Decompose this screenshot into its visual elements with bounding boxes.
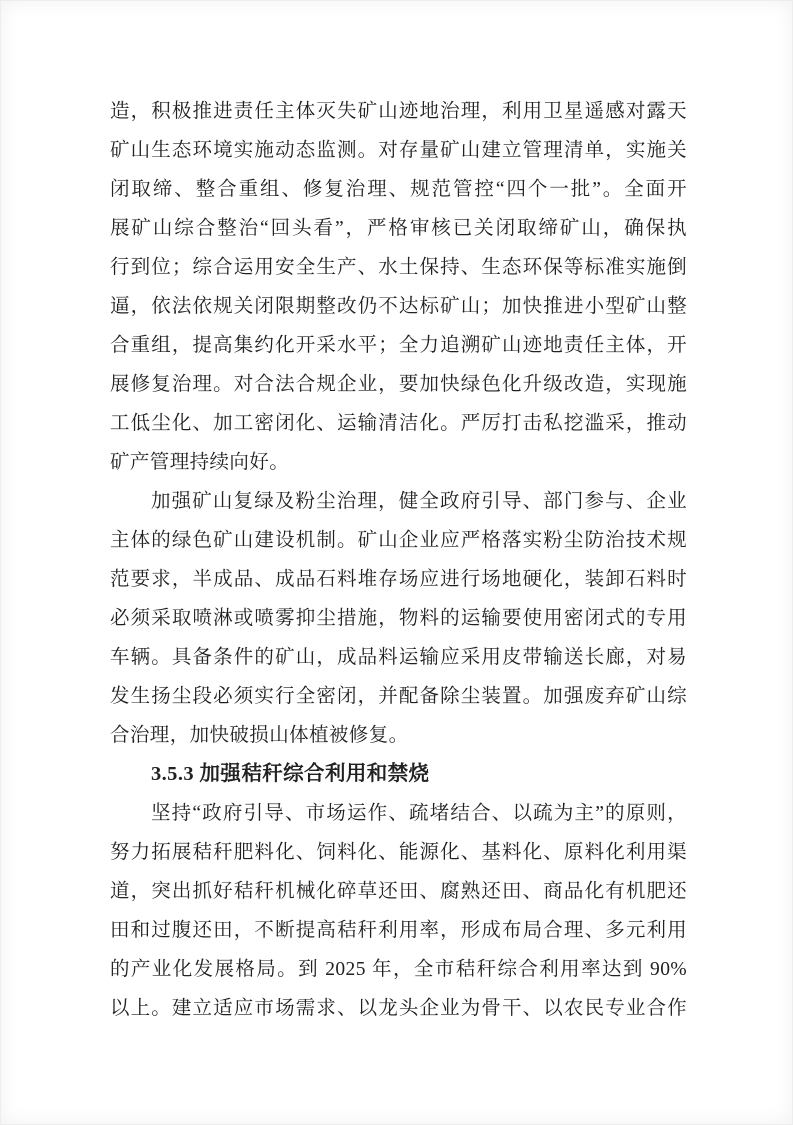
text-line: 坚持“政府引导、市场运作、疏堵结合、以疏为主”的原则， [151,803,687,824]
paragraph-straw-utilization [110,794,687,1028]
text-line: 加强矿山复绿及粉尘治理，健全政府引导、部门参与、企业 [151,491,687,512]
text-line: 道，突出抓好秸秆机械化碎草还田、腐熟还田、商品化有机肥还 [110,881,687,902]
text-line: 矿产管理持续向好。 [110,452,290,473]
paragraph-mine-dust-control [110,482,687,755]
text-line: 以上。建立适应市场需求、以龙头企业为骨干、以农民专业合作 [110,998,687,1019]
text-line: 努力拓展秸秆肥料化、饲料化、能源化、基料化、原料化利用渠 [110,842,687,863]
text-line: 合重组，提高集约化开采水平；全力追溯矿山迹地责任主体，开 [110,335,687,356]
text-line: 造，积极推进责任主体灭失矿山迹地治理，利用卫星遥感对露天 [110,101,687,122]
text-line: 展修复治理。对合法合规企业，要加快绿色化升级改造，实现施 [110,374,687,395]
text-line: 必须采取喷淋或喷雾抑尘措施，物料的运输要使用密闭式的专用 [110,608,687,629]
section-heading: 3.5.3 加强秸秆综合利用和禁烧 [151,763,430,785]
text-line: 逼，依法依规关闭限期整改仍不达标矿山；加快推进小型矿山整 [110,296,687,317]
text-line: 主体的绿色矿山建设机制。矿山企业应严格落实粉尘防治技术规 [110,530,687,551]
text-line: 展矿山综合整治“回头看”，严格审核已关闭取缔矿山，确保执 [110,218,687,239]
text-line: 发生扬尘段必须实行全密闭，并配备除尘装置。加强废弃矿山综 [110,686,687,707]
document-text-block [110,92,687,1028]
text-line: 闭取缔、整合重组、修复治理、规范管控“四个一批”。全面开 [110,179,687,200]
text-line: 合治理，加快破损山体植被修复。 [110,725,409,746]
text-line: 矿山生态环境实施动态监测。对存量矿山建立管理清单，实施关 [110,140,687,161]
text-line: 车辆。具备条件的矿山，成品料运输应采用皮带输送长廊，对易 [110,647,687,668]
text-line: 工低尘化、加工密闭化、运输清洁化。严厉打击私挖滥采，推动 [110,413,687,434]
text-line: 的产业化发展格局。到 2025 年，全市秸秆综合利用率达到 90% [110,959,687,980]
text-line: 行到位；综合运用安全生产、水土保持、生态环保等标准实施倒 [110,257,687,278]
text-line: 田和过腹还田，不断提高秸秆利用率，形成布局合理、多元利用 [110,920,687,941]
text-line: 范要求，半成品、成品石料堆存场应进行场地硬化，装卸石料时 [110,569,687,590]
paragraph-mine-regulation [110,92,687,482]
